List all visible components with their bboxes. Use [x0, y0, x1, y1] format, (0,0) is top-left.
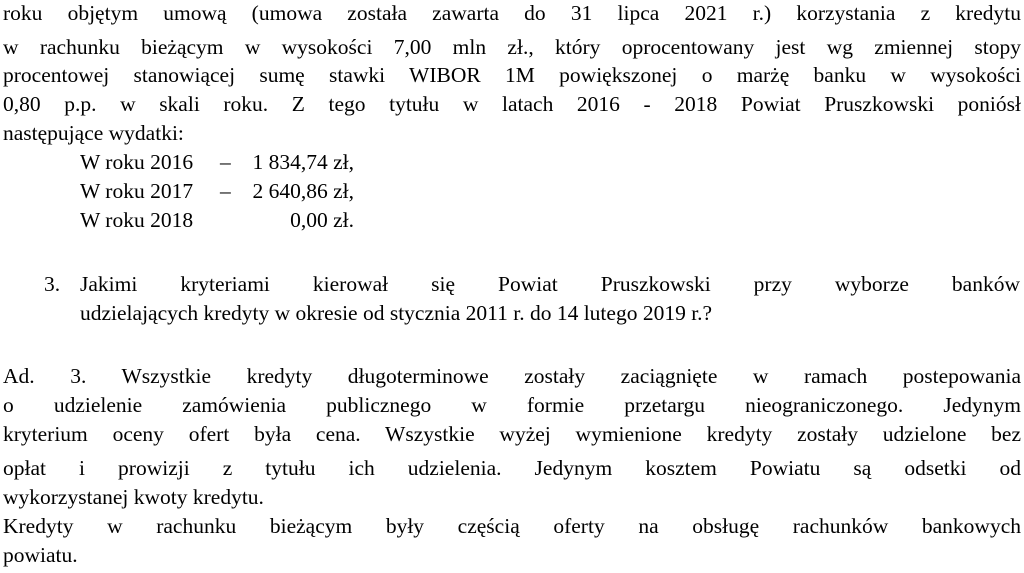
question-line: Jakimi kryteriami kierował się Powiat Pruszkowski przy wyborze banków — [80, 272, 1020, 296]
expense-dash: – — [220, 179, 231, 203]
question-number: 3. — [44, 272, 61, 296]
expense-dash: – — [220, 150, 231, 174]
paragraph-line: powiatu. — [3, 543, 78, 567]
answer-line: kryterium oceny ofert była cena. Wszystkie wyżej wymienione kredyty zostały udzielone bez — [3, 422, 1021, 446]
expense-year: W roku 2016 — [80, 150, 194, 174]
expense-row — [80, 207, 354, 233]
answer-line: o udzielenie zamówienia publicznego w formie przetargu nieograniczonego. Jedynym — [3, 393, 1021, 417]
expense-amount: 1 834,74 zł, — [252, 150, 354, 174]
answer-line: wykorzystanej kwoty kredytu. — [3, 485, 264, 509]
expense-year: W roku 2018 — [80, 208, 194, 232]
paragraph-line: Kredyty w rachunku bieżącym były częścią oferty na obsługę rachunków bankowych — [3, 514, 1021, 538]
expense-amount: 0,00 zł. — [290, 208, 354, 232]
expense-amount: 2 640,86 zł, — [252, 179, 354, 203]
paragraph-line: procentowej stanowiącej sumę stawki WIBOR 1M powiększonej o marżę banku w wysokości — [3, 63, 1021, 87]
paragraph-line: następujące wydatki: — [3, 121, 184, 145]
answer-line: opłat i prowizji z tytułu ich udzielenia. Jedynym kosztem Powiatu są odsetki od — [3, 456, 1021, 480]
expense-year: W roku 2017 — [80, 179, 194, 203]
question-line: udzielających kredyty w okresie od stycznia 2011 r. do 14 lutego 2019 r.? — [80, 301, 713, 325]
expense-row — [80, 149, 354, 175]
paragraph-line: 0,80 p.p. w skali roku. Z tego tytułu w latach 2016 - 2018 Powiat Pruszkowski poniósł — [3, 92, 1021, 116]
expense-row — [80, 178, 354, 204]
paragraph-line: w rachunku bieżącym w wysokości 7,00 mln zł., który oprocentowany jest wg zmiennej stopy — [3, 35, 1021, 59]
answer-line: Ad. 3. Wszystkie kredyty długoterminowe zostały zaciągnięte w ramach postepowania — [3, 364, 1021, 388]
paragraph-line: roku objętym umową (umowa została zawarta do 31 lipca 2021 r.) korzystania z kredytu — [3, 1, 1021, 25]
